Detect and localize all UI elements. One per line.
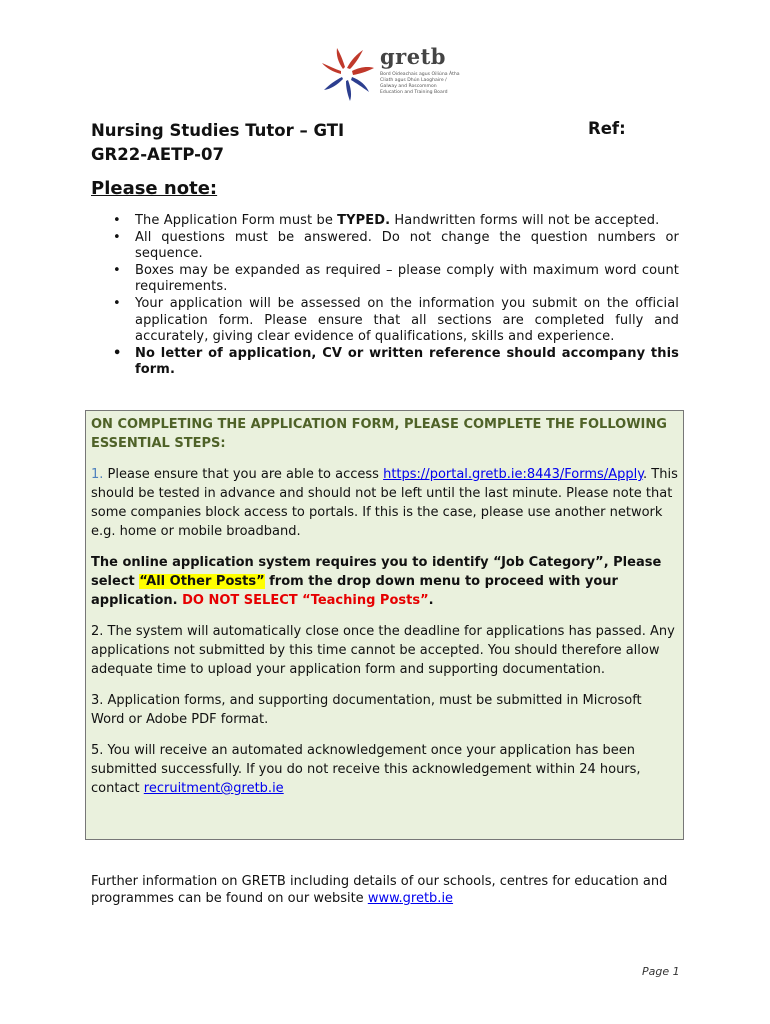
list-item: • Your application will be assessed on the information you submit on the official application form. Please ensure that all sections are completed fully and accurately, giving clear evidence of qualifications, skills and experience. [113, 295, 679, 345]
website-link[interactable]: www.gretb.ie [367, 891, 454, 906]
gretb-logo [318, 44, 458, 104]
page-title [91, 119, 344, 167]
portal-link[interactable]: https://portal.gretb.ie:8443/Forms/Apply [383, 467, 644, 482]
bullet-icon: • [113, 295, 121, 311]
essential-steps-heading: ON COMPLETING THE APPLICATION FORM, PLEASE COMPLETE THE FOLLOWING ESSENTIAL STEPS: [91, 417, 667, 451]
bullet-icon: • [113, 213, 121, 228]
bullet-icon: • [113, 262, 121, 278]
bullet-icon: • [113, 345, 122, 361]
further-information: Further information on GRETB including details of our schools, centres for education and programmes can be found on our website www.gretb.ie [91, 874, 668, 906]
step-2: 2. The system will automatically close once the deadline for applications has passed. Any applications not submitted by this time cannot be accepted. You should therefore allow adequate time to upload your application form and supporting documentation. [91, 624, 675, 677]
list-item: • The Application Form must be TYPED. Handwritten forms will not be accepted. [113, 213, 660, 228]
step-5: 5. You will receive an automated acknowledgement once your application has been submitted successfully. If you do not receive this acknowledgement within 24 hours, contact recruitment@gretb.ie [91, 743, 641, 796]
online-system-instruction: The online application system requires you to identify “Job Category”, Please select “All Other Posts” from the drop down menu to proceed with your application. DO NOT SELECT “Teaching Posts”. [91, 555, 662, 608]
page-number: Page 1 [642, 965, 680, 978]
essential-steps-box [85, 410, 684, 840]
please-note-heading: Please note: [91, 178, 218, 199]
step-3: 3. Application forms, and supporting documentation, must be submitted in Microsoft Word or Adobe PDF format. [91, 693, 642, 727]
list-item: • No letter of application, CV or written reference should accompany this form. [113, 345, 679, 378]
ref-label: Ref: [588, 119, 626, 138]
list-item: • Boxes may be expanded as required – please comply with maximum word count requirements. [113, 262, 679, 295]
do-not-select-warning: DO NOT SELECT “Teaching Posts” [182, 593, 429, 608]
recruitment-email-link[interactable]: recruitment@gretb.ie [143, 781, 284, 796]
logo-subtitle: Bord Oideachais agus Oiliúna Átha Cliath agus Dhún Laoghaire / Galway and Roscommon Education and Training Board [380, 72, 460, 95]
all-other-posts-highlight: “All Other Posts” [139, 574, 265, 589]
job-title: Nursing Studies Tutor – GTI [91, 121, 345, 140]
step-1: 1. Please ensure that you are able to access https://portal.gretb.ie:8443/Forms/Apply. This should be tested in advance and should not be left until the last minute. Please note that some companies block access to portals. If this is the case, please use another network e.g. home or mobile broadband. [91, 467, 678, 539]
list-item: • All questions must be answered. Do not change the question numbers or sequence. [113, 229, 679, 262]
gretb-emblem-icon [318, 44, 376, 104]
notes-list [91, 213, 679, 379]
logo-wordmark: gretb [380, 44, 446, 69]
bullet-icon: • [113, 229, 121, 245]
job-reference-code: GR22-AETP-07 [91, 145, 224, 164]
